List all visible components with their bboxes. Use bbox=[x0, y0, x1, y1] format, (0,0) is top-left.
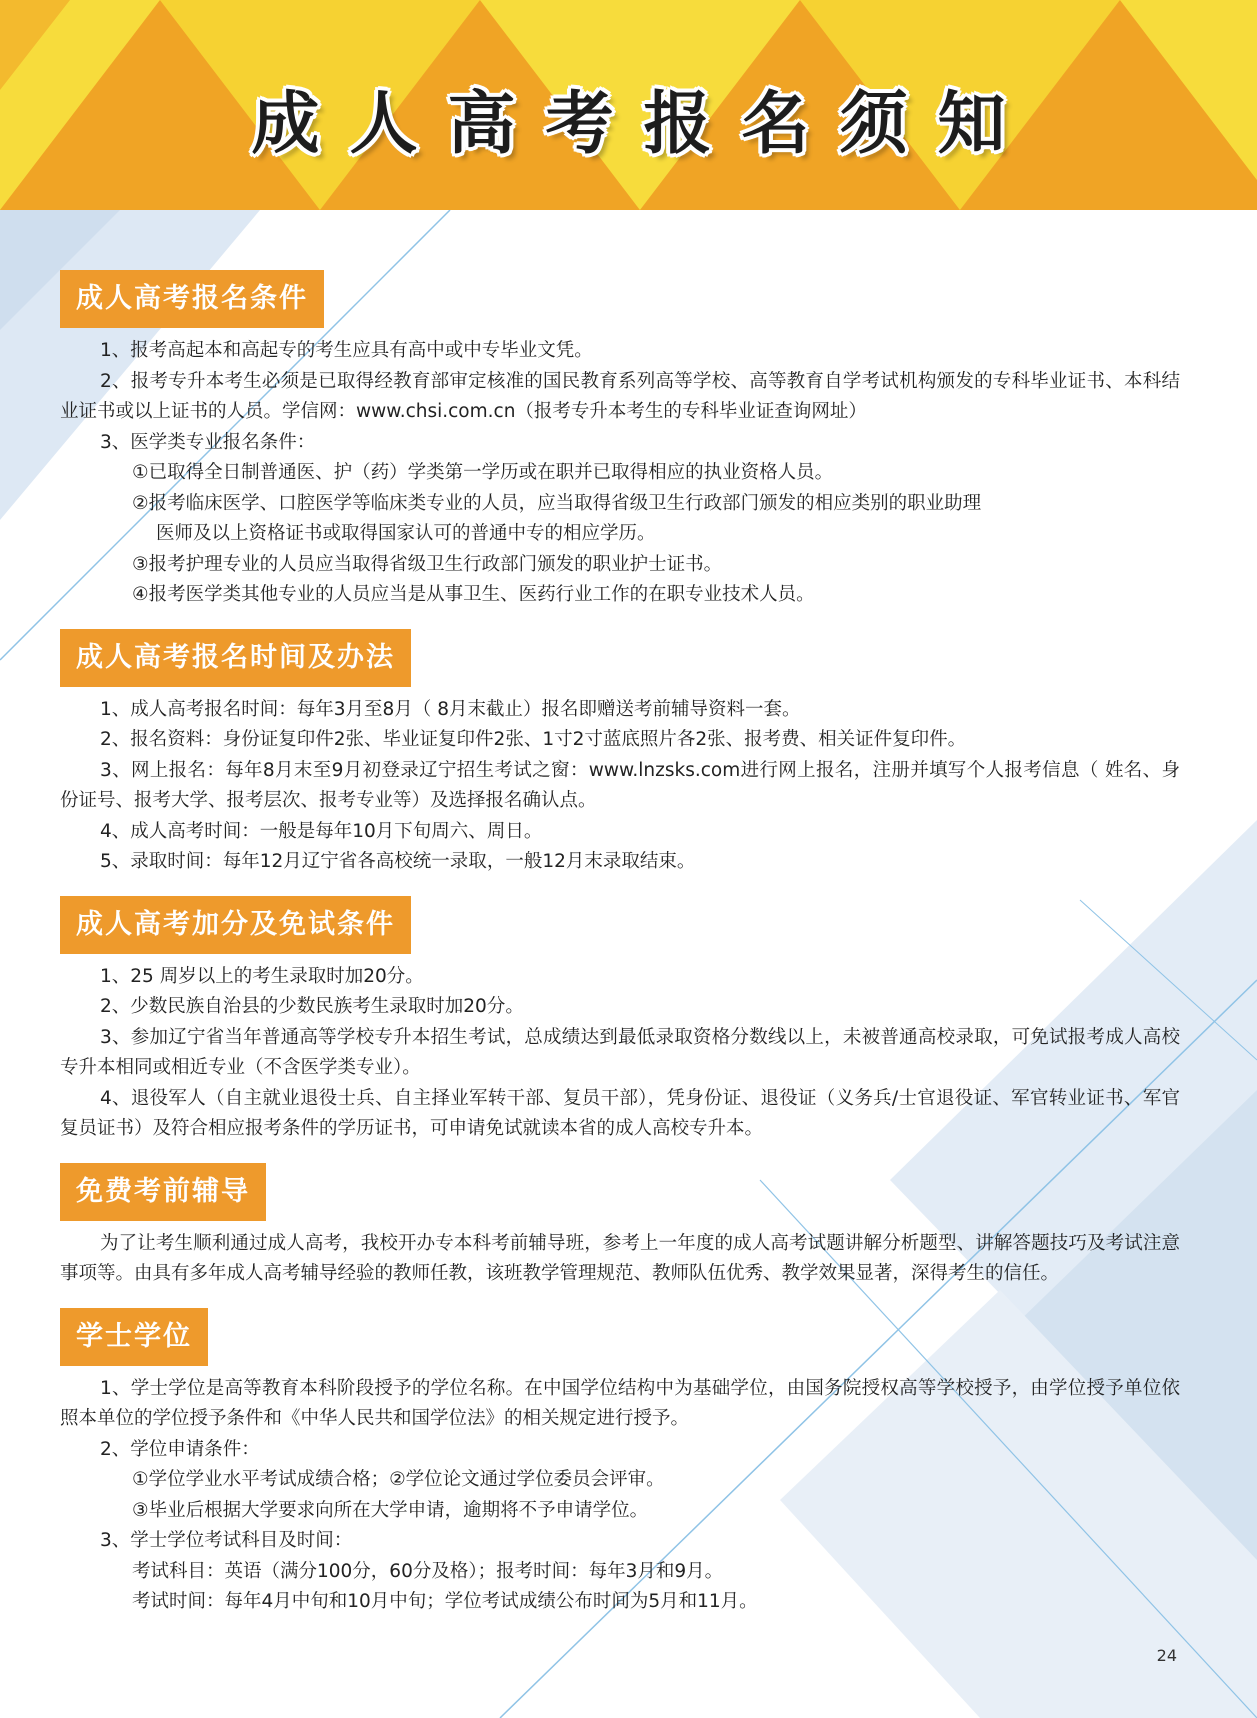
paragraph: 为了让考生顺利通过成人高考，我校开办专本科考前辅导班，参考上一年度的成人高考试题讲解分析题型、讲解答题技巧及考试注意事项等。由具有多年成人高考辅导经验的教师任教，该班教学管理规范、教师队伍优秀、教学效果显著，深得考生的信任。 bbox=[60, 1232, 1180, 1284]
paragraph: 3、参加辽宁省当年普通高等学校专升本招生考试，总成绩达到最低录取资格分数线以上，未被普通高校录取，可免试报考成人高校专升本相同或相近专业（不含医学类专业）。 bbox=[60, 1026, 1180, 1078]
paragraph: 3、医学类专业报名条件： bbox=[100, 431, 316, 453]
section-heading: 学士学位 bbox=[60, 1308, 208, 1366]
paragraph: 2、报名资料：身份证复印件2张、毕业证复印件2张、1寸2寸蓝底照片各2张、报考费、相关证件复印件。 bbox=[100, 729, 967, 750]
sub-item: ①已取得全日制普通医、护（药）学类第一学历或在职并已取得相应的执业资格人员。 bbox=[132, 462, 834, 483]
paragraph: 2、学位申请条件： bbox=[100, 1438, 260, 1460]
section-bachelor-degree bbox=[60, 1308, 1180, 1618]
page-number: 24 bbox=[1156, 1646, 1177, 1665]
sub-item-continuation: 医师及以上资格证书或取得国家认可的普通中专的相应学历。 bbox=[156, 523, 656, 544]
paragraph: 1、25 周岁以上的考生录取时加20分。 bbox=[100, 965, 424, 987]
sub-item: 考试科目：英语（满分100分，60分及格）；报考时间：每年3月和9月。 bbox=[132, 1560, 724, 1582]
content bbox=[60, 270, 1180, 1636]
paragraph: 1、成人高考报名时间：每年3月至8月（ 8月末截止）报名即赠送考前辅导资料一套。 bbox=[100, 698, 801, 720]
section-free-tutoring bbox=[60, 1163, 1180, 1290]
paragraph: 2、少数民族自治县的少数民族考生录取时加20分。 bbox=[100, 996, 524, 1017]
section-registration-time bbox=[60, 629, 1180, 878]
sub-item: ④报考医学类其他专业的人员应当是从事卫生、医药行业工作的在职专业技术人员。 bbox=[132, 584, 815, 605]
sub-item: ②报考临床医学、口腔医学等临床类专业的人员，应当取得省级卫生行政部门颁发的相应类别的职业助理 bbox=[132, 492, 982, 514]
section-heading: 免费考前辅导 bbox=[60, 1163, 266, 1221]
section-bonus-points bbox=[60, 896, 1180, 1145]
paragraph: 4、成人高考时间：一般是每年10月下旬周六、周日。 bbox=[100, 820, 543, 842]
section-heading: 成人高考报名条件 bbox=[60, 270, 324, 328]
sub-item: ③毕业后根据大学要求向所在大学申请，逾期将不予申请学位。 bbox=[132, 1499, 649, 1521]
sub-item: ③报考护理专业的人员应当取得省级卫生行政部门颁发的职业护士证书。 bbox=[132, 553, 723, 575]
paragraph: 3、学士学位考试科目及时间： bbox=[100, 1530, 353, 1551]
page-title: 成人高考报名须知 bbox=[251, 85, 1036, 164]
sub-item: 考试时间：每年4月中旬和10月中旬；学位考试成绩公布时间为5月和11月。 bbox=[132, 1591, 758, 1612]
paragraph: 5、录取时间：每年12月辽宁省各高校统一录取，一般12月末录取结束。 bbox=[100, 851, 696, 872]
paragraph: 1、报考高起本和高起专的考生应具有高中或中专毕业文凭。 bbox=[100, 340, 593, 361]
sub-item: ①学位学业水平考试成绩合格；②学位论文通过学位委员会评审。 bbox=[132, 1469, 665, 1490]
paragraph: 3、网上报名：每年8月末至9月初登录辽宁招生考试之窗：www.lnzsks.com进行网上报名，注册并填写个人报考信息（ 姓名、身份证号、报考大学、报考层次、报考专业等）及选择报名确认点。 bbox=[60, 759, 1180, 811]
paragraph: 2、报考专升本考生必须是已取得经教育部审定核准的国民教育系列高等学校、高等教育自学考试机构颁发的专科毕业证书、本科结业证书或以上证书的人员。学信网：www.chsi.com.cn（报考专升本考生的专科毕业证查询网址） bbox=[60, 370, 1180, 422]
header-banner bbox=[0, 0, 1257, 210]
section-heading: 成人高考加分及免试条件 bbox=[60, 896, 411, 954]
paragraph: 1、学士学位是高等教育本科阶段授予的学位名称。在中国学位结构中为基础学位，由国务院授权高等学校授予，由学位授予单位依照本单位的学位授予条件和《中华人民共和国学位法》的相关规定进行授予。 bbox=[60, 1377, 1180, 1429]
section-registration-conditions bbox=[60, 270, 1180, 611]
section-heading: 成人高考报名时间及办法 bbox=[60, 629, 411, 687]
paragraph: 4、退役军人（自主就业退役士兵、自主择业军转干部、复员干部），凭身份证、退役证（义务兵/士官退役证、军官转业证书、军官复员证书）及符合相应报考条件的学历证书，可申请免试就读本省的成人高校专升本。 bbox=[60, 1087, 1180, 1139]
